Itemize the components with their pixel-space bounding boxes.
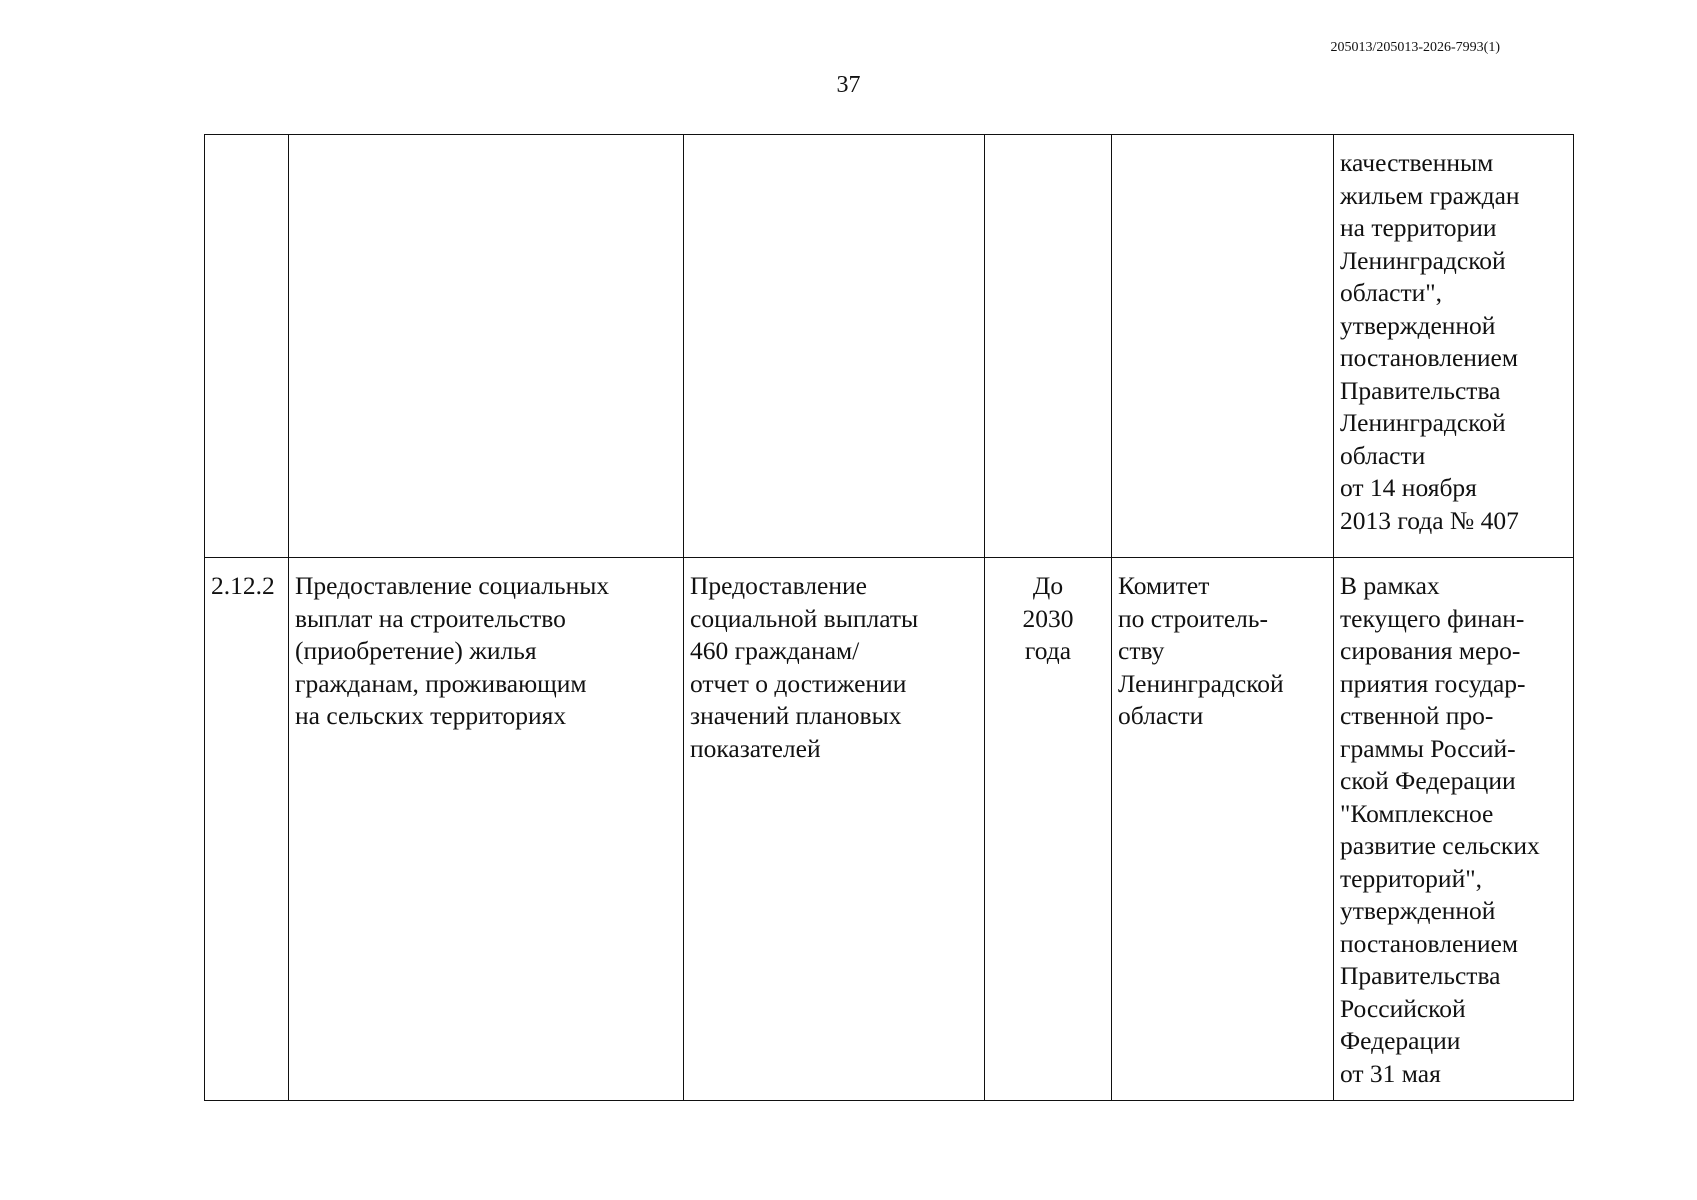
document-id: 205013/205013-2026-7993(1) xyxy=(1330,40,1500,55)
cell-note: качественным жильем граждан на территории Ленинградской области", утвержденной постановлением Правительства Ленинградской области от 14 ноября 2013 года № 407 xyxy=(1334,135,1574,558)
cell-number xyxy=(205,135,289,558)
cell-note: В рамках текущего финан- сирования меро- приятия государ- ственной про- граммы Россий- ской Федерации "Комплексное развитие сельских территорий", утвержденной постановлением Правительства Российской Федерации от 31 мая xyxy=(1334,558,1574,1101)
cell-result xyxy=(684,135,985,558)
table-row xyxy=(205,558,1574,1101)
measures-table xyxy=(204,134,1574,1101)
cell-measure: Предоставление социальных выплат на строительство (приобретение) жилья гражданам, проживающим на сельских территориях xyxy=(289,558,684,1101)
cell-measure xyxy=(289,135,684,558)
cell-number: 2.12.2 xyxy=(205,558,289,1101)
cell-deadline xyxy=(985,135,1112,558)
cell-responsible xyxy=(1112,135,1334,558)
table-row xyxy=(205,135,1574,558)
cell-result: Предоставление социальной выплаты 460 гражданам/ отчет о достижении значений плановых показателей xyxy=(684,558,985,1101)
cell-responsible: Комитет по строитель- ству Ленинградской области xyxy=(1112,558,1334,1101)
page-number: 37 xyxy=(836,72,861,98)
cell-deadline: До 2030 года xyxy=(985,558,1112,1101)
